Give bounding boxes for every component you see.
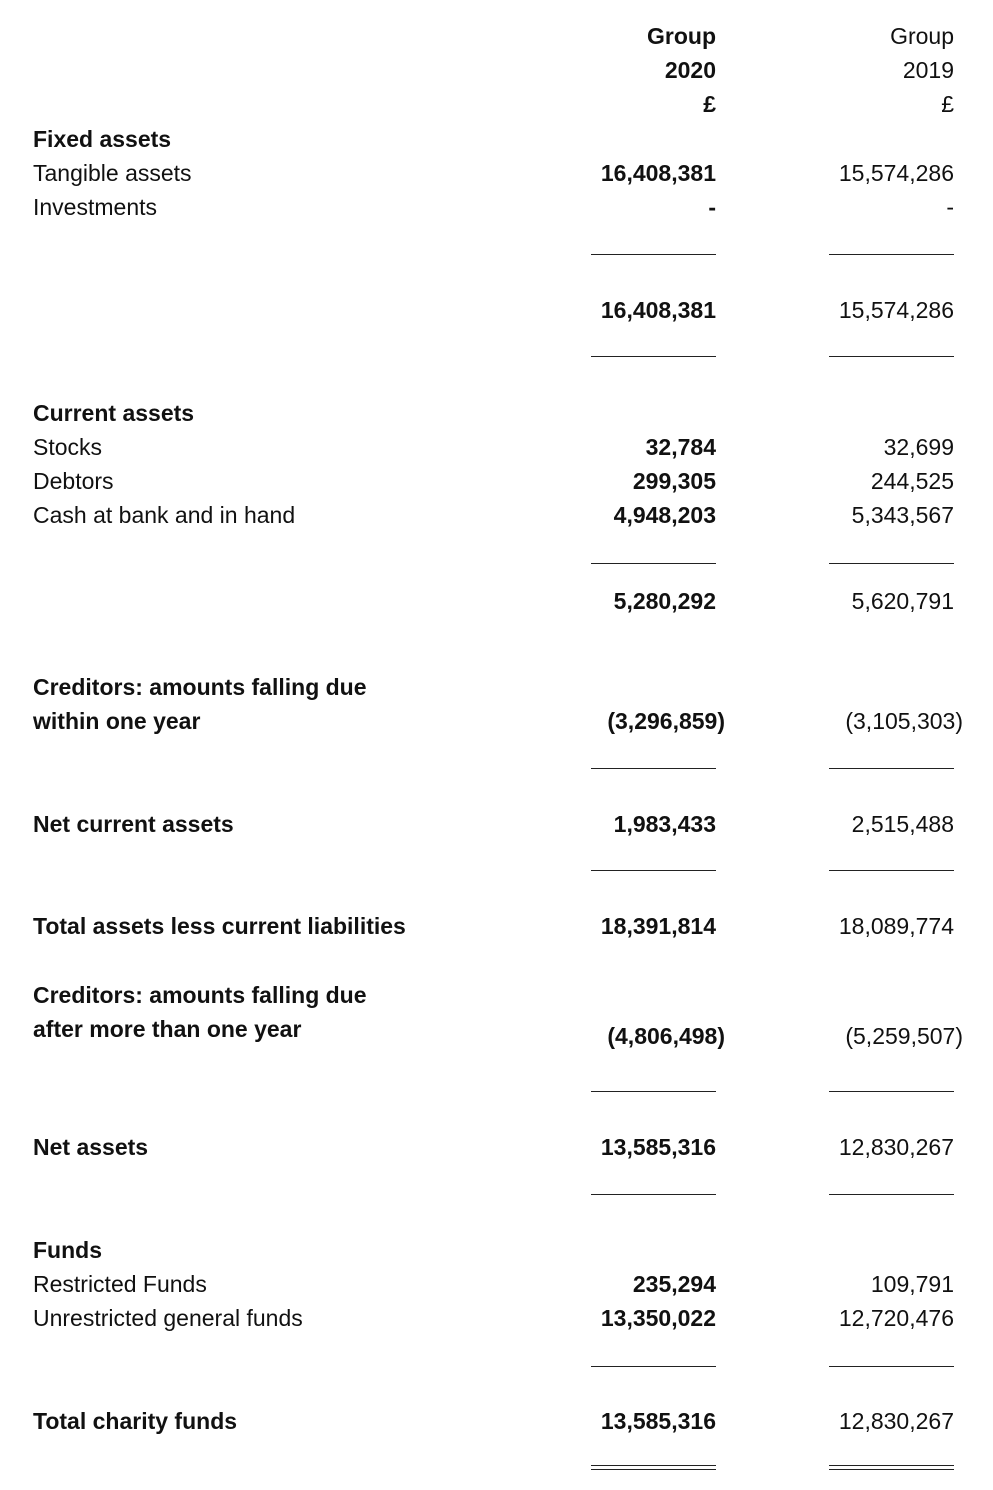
total-rule-2020 — [591, 356, 716, 357]
value-2019-fixed-assets-total: 15,574,286 — [838, 297, 954, 323]
value-2019-restricted-funds: 109,791 — [870, 1271, 954, 1297]
subtotal-rule-2019 — [829, 1091, 954, 1092]
header-2020-currency: £ — [703, 91, 716, 117]
value-2019-debtors: 244,525 — [870, 468, 954, 494]
section-title-creditors-after-line2: after more than one year — [33, 1016, 302, 1042]
section-title-creditors-within-line2: within one year — [33, 708, 201, 734]
value-2020-investments: - — [708, 194, 716, 220]
header-2020-group: Group — [647, 23, 716, 49]
total-rule-2019 — [829, 356, 954, 357]
value-2019-unrestricted-funds: 12,720,476 — [838, 1305, 954, 1331]
value-2020-tangible-assets: 16,408,381 — [600, 160, 716, 186]
row-label-total-charity-funds: Total charity funds — [33, 1408, 238, 1434]
section-title-fixed-assets: Fixed assets — [33, 126, 172, 152]
subtotal-rule-2020 — [591, 1366, 716, 1367]
double-rule-2019 — [829, 1465, 954, 1466]
row-label-net-current-assets: Net current assets — [33, 811, 234, 837]
row-label-net-assets: Net assets — [33, 1134, 149, 1160]
subtotal-rule-2020 — [591, 563, 716, 564]
subtotal-rule-2019 — [829, 768, 954, 769]
row-label-investments: Investments — [33, 194, 157, 220]
row-label-unrestricted-funds: Unrestricted general funds — [33, 1305, 303, 1331]
value-2020-creditors-within: (3,296,859) — [607, 708, 725, 734]
value-2019-cash: 5,343,567 — [851, 502, 954, 528]
row-label-cash: Cash at bank and in hand — [33, 502, 296, 528]
total-rule-2019 — [829, 1194, 954, 1195]
subtotal-rule-2020 — [591, 254, 716, 255]
section-title-current-assets: Current assets — [33, 400, 195, 426]
value-2019-total-charity-funds: 12,830,267 — [838, 1408, 954, 1434]
value-2020-cash: 4,948,203 — [613, 502, 716, 528]
subtotal-rule-2020 — [591, 768, 716, 769]
row-label-total-assets-less-cl: Total assets less current liabilities — [33, 913, 406, 939]
subtotal-rule-2020 — [591, 870, 716, 871]
value-2020-fixed-assets-total: 16,408,381 — [600, 297, 716, 323]
value-2019-investments: - — [946, 194, 954, 220]
value-2020-creditors-after: (4,806,498) — [607, 1023, 725, 1049]
section-title-creditors-after-line1: Creditors: amounts falling due — [33, 982, 367, 1008]
row-label-tangible-assets: Tangible assets — [33, 160, 192, 186]
row-label-debtors: Debtors — [33, 468, 114, 494]
header-2019-year: 2019 — [902, 57, 954, 83]
section-title-creditors-within-line1: Creditors: amounts falling due — [33, 674, 367, 700]
value-2020-total-assets-less-cl: 18,391,814 — [600, 913, 716, 939]
value-2020-unrestricted-funds: 13,350,022 — [600, 1305, 716, 1331]
value-2019-current-assets-total: 5,620,791 — [851, 588, 954, 614]
subtotal-rule-2019 — [829, 1366, 954, 1367]
subtotal-rule-2020 — [591, 1091, 716, 1092]
value-2020-debtors: 299,305 — [632, 468, 716, 494]
row-label-restricted-funds: Restricted Funds — [33, 1271, 207, 1297]
value-2019-creditors-within: (3,105,303) — [845, 708, 963, 734]
header-2019-currency: £ — [941, 91, 954, 117]
value-2019-net-assets: 12,830,267 — [838, 1134, 954, 1160]
subtotal-rule-2019 — [829, 563, 954, 564]
subtotal-rule-2019 — [829, 870, 954, 871]
header-2020-year: 2020 — [664, 57, 716, 83]
value-2020-total-charity-funds: 13,585,316 — [600, 1408, 716, 1434]
value-2019-tangible-assets: 15,574,286 — [838, 160, 954, 186]
subtotal-rule-2019 — [829, 254, 954, 255]
value-2019-stocks: 32,699 — [883, 434, 954, 460]
value-2020-net-assets: 13,585,316 — [600, 1134, 716, 1160]
value-2020-net-current-assets: 1,983,433 — [613, 811, 716, 837]
header-2019-group: Group — [890, 23, 954, 49]
value-2019-net-current-assets: 2,515,488 — [851, 811, 954, 837]
value-2019-total-assets-less-cl: 18,089,774 — [838, 913, 954, 939]
total-rule-2020 — [591, 1194, 716, 1195]
value-2020-restricted-funds: 235,294 — [632, 1271, 716, 1297]
row-label-stocks: Stocks — [33, 434, 103, 460]
double-rule-2020 — [591, 1465, 716, 1466]
value-2020-stocks: 32,784 — [645, 434, 716, 460]
section-title-funds: Funds — [33, 1237, 102, 1263]
value-2020-current-assets-total: 5,280,292 — [613, 588, 716, 614]
value-2019-creditors-after: (5,259,507) — [845, 1023, 963, 1049]
